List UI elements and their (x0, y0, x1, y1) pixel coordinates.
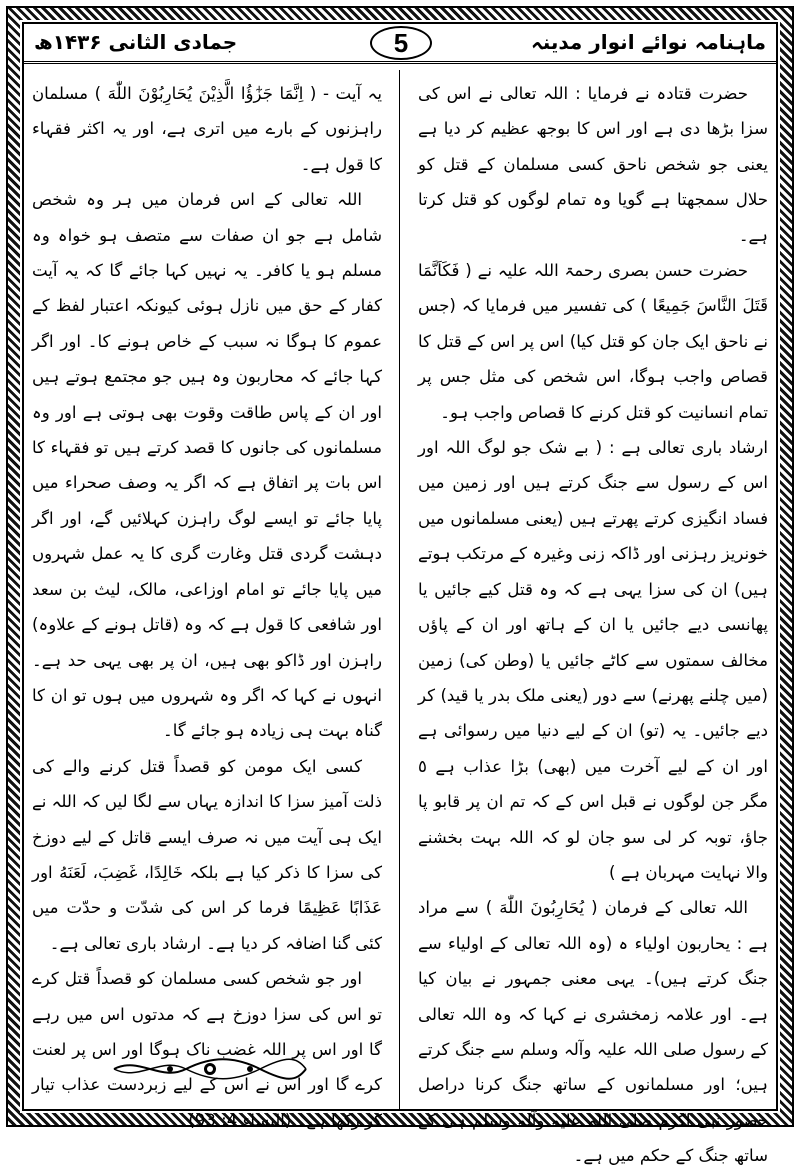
column-divider (399, 70, 400, 1110)
paragraph: یہ آیت - ( اِنَّمَا جَزٰٓؤُا الَّذِيْنَ يُحَارِبُوْنَ اللّٰهَ ) مسلمان راہزنوں کے بارے میں اتری ہے، اور یہ اکثر فقہاء کا قول ہے۔ (32, 84, 382, 174)
issue-date: جمادی الثانی ۱۴۳۶ھ (34, 30, 238, 54)
paragraph: حضرت قتادہ نے فرمایا : اللہ تعالی نے اس کی سزا بڑھا دی ہے اور اس کا بوجھ عظیم کر دیا ہے یعنی جو شخص ناحق کسی مسلمان کے قتل کو حلال سمجھتا ہے گویا وہ تمام لوگوں کو قتل کرتا ہے۔ (418, 84, 768, 245)
paragraph: اللہ تعالی کے اس فرمان میں ہر وہ شخص شامل ہے جو ان صفات سے متصف ہو خواہ وہ مسلم ہو یا کافر۔ یہ نہیں کہا جائے گا کہ یہ آیت کفار کے حق میں نازل ہوئی کیونکہ اعتبار لفظ کے عموم کا ہوگا نہ سبب کے خاص ہونے کا۔ اور اگر کہا جائے کہ محاربون وہ ہیں جو مجتمع ہوتے ہیں اور ان کے پاس طاقت وقوت بھی ہوتی ہے اور وہ مسلمانوں کی جانوں کا قصد کرتے ہیں تو فقہاء کا اس بات پر اتفاق ہے کہ اگر یہ وصف صحراء میں پایا جائے تو ایسے لوگ راہزن کہلائیں گے، اور اگر دہشت گردی قتل وغارت گری کا یہ عمل شہروں میں پایا جائے تو امام اوزاعی، مالک، لیث بن سعد اور شافعی کا قول ہے کہ وہ (قاتل ہونے کے علاوہ) راہزن اور ڈاکو بھی ہیں، ان پر بھی یہی حد ہے۔ انہوں نے کہا کہ اگر وہ شہروں میں ہوں تو ان کا گناہ بہت ہی زیادہ ہو جائے گا۔ (32, 190, 382, 741)
page-number: 5 (393, 28, 409, 58)
left-column (32, 76, 382, 1130)
page-number-badge (370, 26, 432, 60)
paragraph: ارشاد باری تعالی ہے : ( بے شک جو لوگ اللہ اور اس کے رسول سے جنگ کرتے ہیں اور زمین میں فساد انگیزی کرتے پھرتے ہیں (یعنی مسلمانوں میں خونریز رہزنی اور ڈاکہ زنی وغیرہ کے مرتکب ہوتے ہیں) ان کی سزا یہی ہے کہ وہ قتل کیے جائیں یا پھانسی دیے جائیں یا ان کے ہاتھ اور ان کے پاؤں مخالف سمتوں سے کاٹے جائیں یا (وطن کی) زمین (میں چلنے پھرنے) سے دور (یعنی ملک بدر یا قید) کر دیے جائیں۔ یہ (تو) ان کے لیے دنیا میں رسوائی ہے اور ان کے لیے آخرت میں (بھی) بڑا عذاب ہے ٥ مگر جن لوگوں نے قبل اس کے کہ تم ان پر قابو پا جاؤ، توبہ کر لی سو جان لو کہ اللہ بہت بخشنے والا نہایت مہربان ہے ) (418, 438, 768, 882)
page-header (24, 24, 776, 64)
paragraph: اللہ تعالی کے فرمان ( يُحَارِبُونَ اللّٰهَ ) سے مراد ہے : یحاربون اولیاء ہ (وہ اللہ تعالی کے اولیاء سے جنگ کرتے ہیں)۔ یہی معنی جمہور نے بیان کیا ہے۔ اور علامہ زمخشری نے کہا کہ وہ اللہ تعالی کے رسول صلی اللہ علیہ وآلہ وسلم سے جنگ کرتے ہیں؛ اور مسلمانوں کے ساتھ جنگ کرنا دراصل حضور نبی اکرم صلی اللہ علیہ وآلہ وسلم ہی کے ساتھ جنگ کے حکم میں ہے۔ (418, 898, 768, 1166)
magazine-title: ماہنامہ نوائے انوار مدینہ (530, 30, 766, 54)
paragraph: اور جو شخص کسی مسلمان کو قصداً قتل کرے تو اس کی سزا دوزخ ہے کہ مدتوں اس میں رہے گا اور اس پر اللہ غضب ناک ہوگا اور اس پر لعنت کرے گا اور اس نے اس کے لیے زبردست عذاب تیار کر رکھا ہے۔ (النساء 4: 93) (32, 969, 382, 1130)
paragraph: حضرت حسن بصری رحمۃ اللہ علیہ نے ( فَكَاَنَّمَا قَتَلَ النَّاسَ جَمِيعًا ) کی تفسیر میں فرمایا کہ (جس نے ناحق ایک جان کو قتل کیا) اس پر اس کے قتل کا قصاص واجب ہوگا، اس شخص کی مثل جس پر تمام انسانیت کو قتل کرنے کا قصاص واجب ہو۔ (418, 261, 768, 422)
right-column (418, 76, 768, 1166)
floral-divider-icon (110, 1052, 310, 1086)
paragraph: کسی ایک مومن کو قصداً قتل کرنے والے کی ذلت آمیز سزا کا اندازہ یہاں سے لگا لیں کہ اللہ نے ایک ہی آیت میں نہ صرف ایسے قاتل کے لیے دوزخ کی سزا کا ذکر کیا ہے بلکہ خَالِدًا، غَضِبَ، لَعَنَهُ اور عَذَابًا عَظِيمًا فرما کر اس کی شدّت و حدّت میں کئی گنا اضافہ کر دیا ہے۔ ارشاد باری تعالی ہے۔ (32, 756, 382, 953)
